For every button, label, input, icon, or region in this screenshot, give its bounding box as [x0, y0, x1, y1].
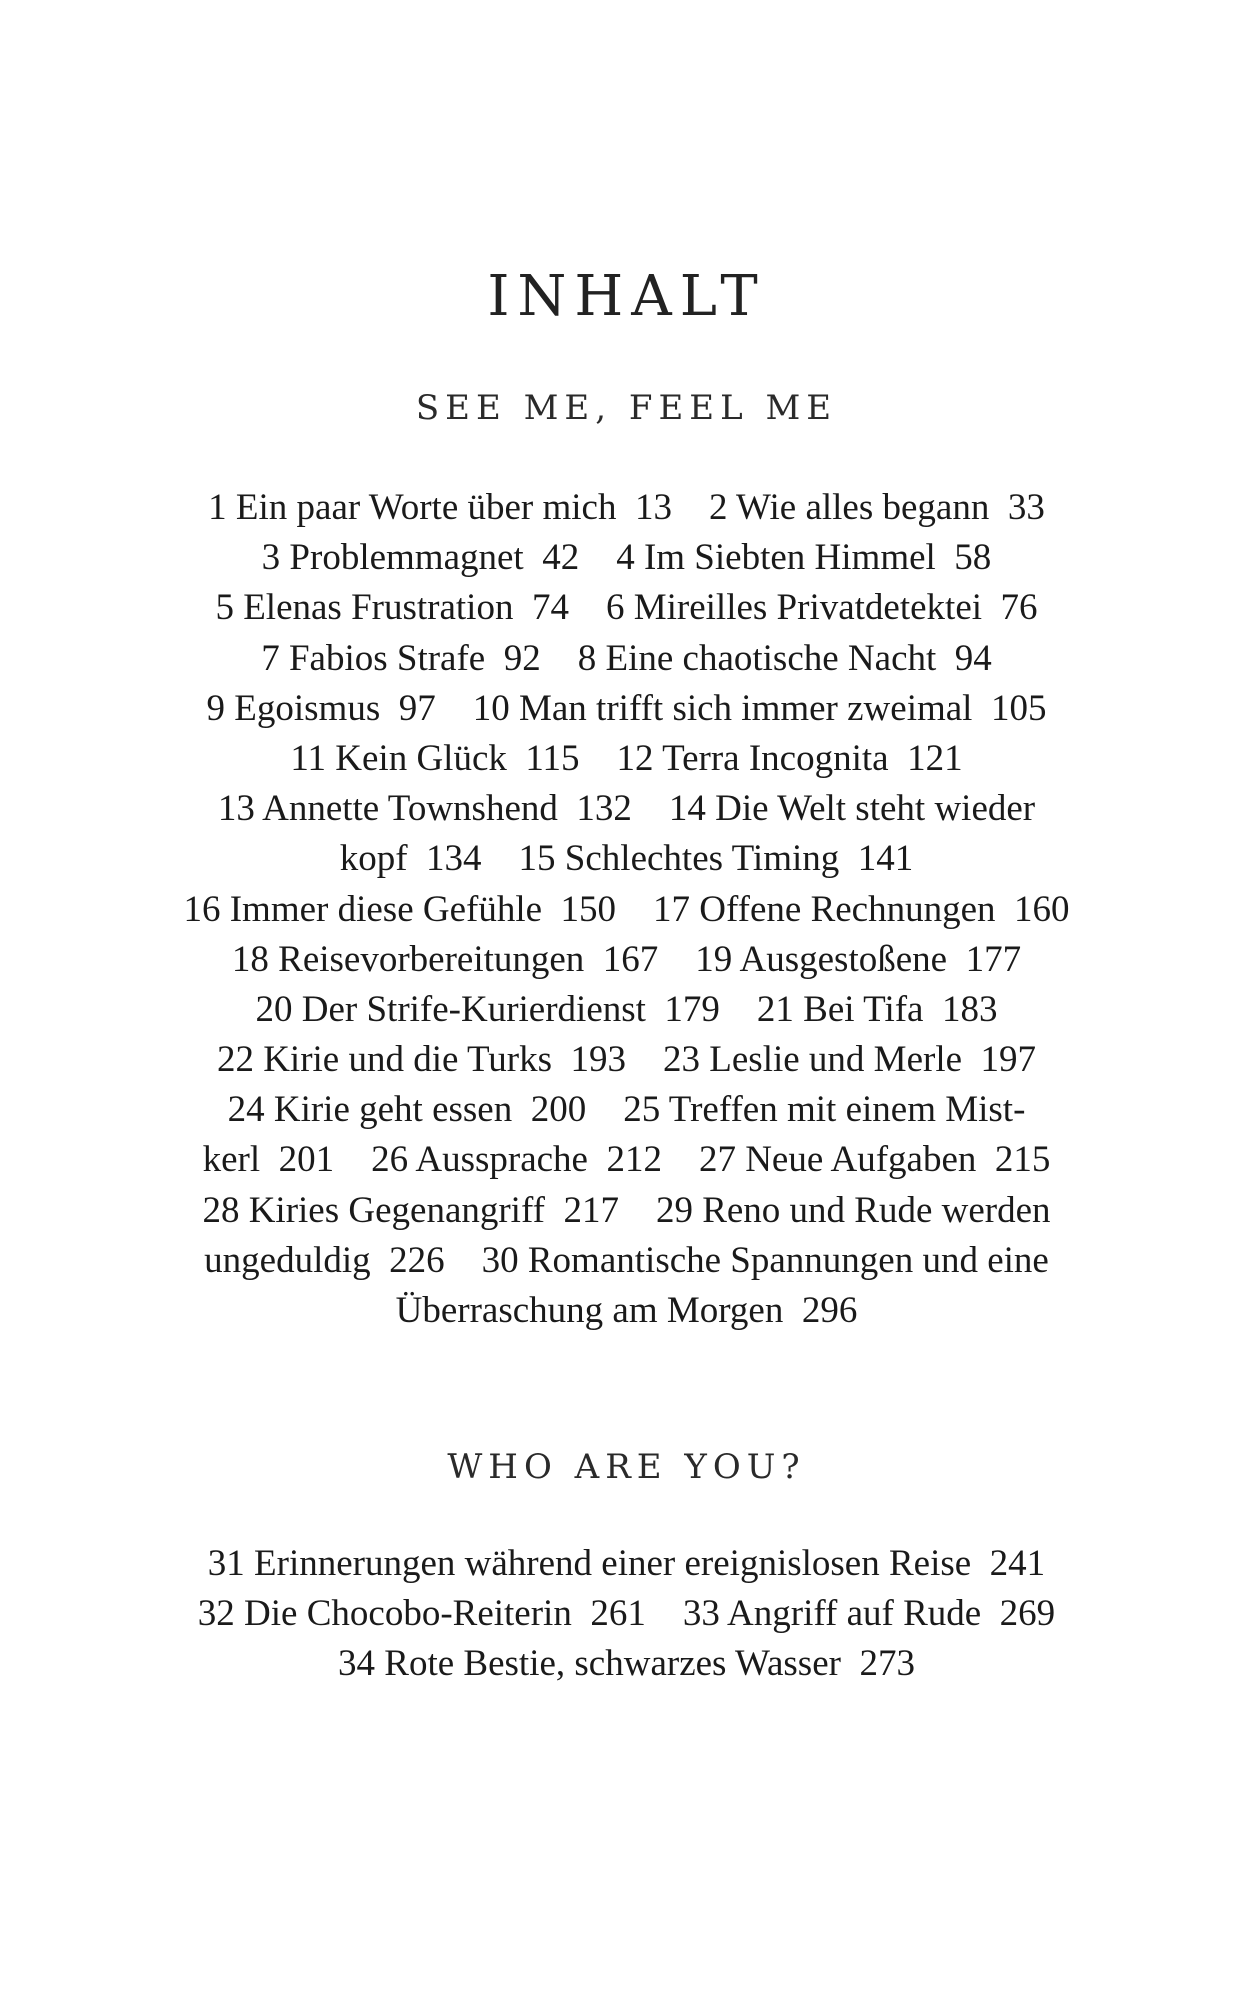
toc-line: 34 Rote Bestie, schwarzes Wasser 273 [338, 1643, 915, 1685]
toc-line: 24 Kirie geht essen 200 25 Treffen mit einem Mist- [227, 1089, 1026, 1131]
toc-line: 11 Kein Glück 115 12 Terra Incognita 121 [290, 737, 963, 779]
section-heading-see-me-feel-me: SEE ME, FEEL ME [415, 388, 838, 428]
toc-list-section-2 [0, 1539, 1253, 1690]
toc-line: kopf 134 15 Schlechtes Timing 141 [339, 838, 914, 880]
toc-line: 16 Immer diese Gefühle 150 17 Offene Rechnungen 160 [183, 888, 1070, 930]
toc-line: 20 Der Strife-Kurierdienst 179 21 Bei Tifa 183 [255, 988, 998, 1030]
toc-line: 22 Kirie und die Turks 193 23 Leslie und Merle 197 [216, 1039, 1037, 1081]
toc-line: 18 Reisevorbereitungen 167 19 Ausgestoßene 177 [231, 938, 1022, 980]
toc-line: ungeduldig 226 30 Romantische Spannungen und eine [204, 1239, 1049, 1281]
toc-line: 3 Problemmagnet 42 4 Im Siebten Himmel 58 [261, 537, 992, 579]
page-title: INHALT [487, 264, 766, 329]
section-heading-who-are-you: WHO ARE YOU? [447, 1447, 806, 1487]
toc-line: 32 Die Chocobo-Reiterin 261 33 Angriff auf Rude 269 [197, 1593, 1056, 1635]
toc-line: 1 Ein paar Worte über mich 13 2 Wie alles begann 33 [208, 487, 1045, 528]
toc-line: 31 Erinnerungen während einer ereignislosen Reise 241 [207, 1543, 1046, 1584]
toc-list-section-1 [0, 483, 1253, 1336]
toc-line: 13 Annette Townshend 132 14 Die Welt steht wieder [217, 788, 1036, 830]
toc-line: kerl 201 26 Aussprache 212 27 Neue Aufgaben 215 [202, 1139, 1051, 1181]
toc-line: 28 Kiries Gegenangriff 217 29 Reno und Rude werden [202, 1189, 1051, 1231]
toc-line: 7 Fabios Strafe 92 8 Eine chaotische Nacht 94 [261, 637, 992, 679]
toc-line: 5 Elenas Frustration 74 6 Mireilles Privatdetektei 76 [215, 587, 1038, 629]
toc-line: 9 Egoismus 97 10 Man trifft sich immer zweimal 105 [206, 687, 1047, 729]
toc-line: Überraschung am Morgen 296 [395, 1290, 858, 1331]
